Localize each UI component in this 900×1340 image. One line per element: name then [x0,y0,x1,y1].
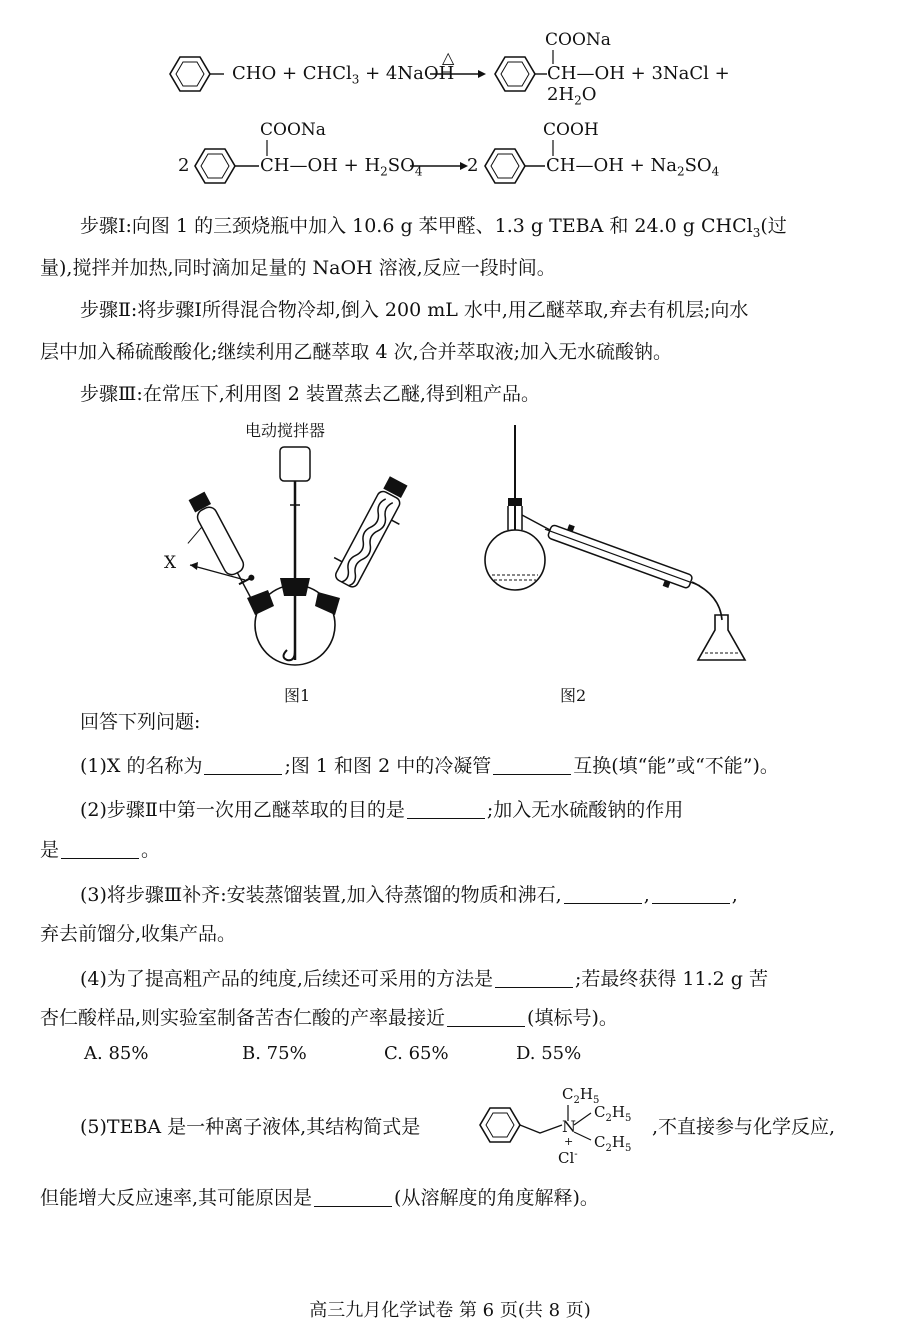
eq2-top-group-right: COOH [543,120,599,140]
stirrer-label: 电动搅拌器 [245,421,326,440]
option-b[interactable]: B. 75% [242,1043,307,1064]
q1-blank-1[interactable] [204,756,282,775]
question-5-text-a: (5)TEBA 是一种离子液体,其结构简式是 [80,1116,421,1138]
teba-plus: + [564,1135,574,1148]
teba-h2-sub: 5 [624,1113,632,1124]
step1-line1 [80,214,870,245]
teba-h3-sub: 5 [624,1143,632,1154]
step1-line2: 量),搅拌并加热,同时滴加足量的 NaOH 溶液,反应一段时间。 [40,257,556,279]
step2-line2: 层中加入稀硫酸酸化;继续利用乙醚萃取 4 次,合并萃取液;加入无水硫酸钠。 [40,341,673,363]
eq2-sub1: 2 [380,164,388,179]
teba-c3-sub: 2 [605,1143,612,1154]
eq1-right-mid: CH—OH + 3NaCl + 2H [547,63,730,105]
eq1-right-sub: 2 [574,93,582,108]
page-footer: 高三九月化学试卷 第 6 页(共 8 页) [309,1300,591,1321]
step2-line1: 步骤Ⅱ:将步骤Ⅰ所得混合物冷却,倒入 200 mL 水中,用乙醚萃取,弃去有机层;向水 [80,299,749,321]
q2-text-b: ;加入无水硫酸钠的作用 [486,799,684,821]
three-neck-flask-apparatus-icon [150,410,450,710]
figure-2 [470,420,790,710]
benzene-ring-icon [485,149,545,183]
teba-c2: C [594,1103,606,1121]
x-label: X [164,553,177,573]
eq2-sub4: 4 [711,164,720,179]
distillation-apparatus-icon [470,420,790,710]
eq1-top-group: COONa [545,30,611,50]
option-a[interactable]: A. 85% [84,1043,149,1064]
eq1-right-tail: O [581,84,597,105]
q4-text-d: (填标号)。 [527,1007,618,1029]
teba-minus: - [574,1149,578,1160]
step1-sub: 3 [752,225,761,240]
q2-blank-1[interactable] [407,800,485,819]
eq1-condition: △ [442,48,455,67]
eq2-coef-left: 2 [178,155,190,176]
teba-c1-sub: 2 [573,1095,580,1106]
benzene-ring-icon [495,57,547,91]
q3-blank-2[interactable] [652,885,730,904]
teba-h1: H [579,1085,593,1103]
question-4-line2 [40,1006,870,1030]
figure-2-caption: 图2 [560,686,587,705]
q3-text-c: , [731,884,738,906]
q3-blank-1[interactable] [564,885,642,904]
teba-c3: C [594,1133,606,1151]
eq2-mid2: SO [387,155,415,176]
q4-text-b: ;若最终获得 11.2 g 苦 [574,968,768,990]
q1-blank-2[interactable] [493,756,571,775]
question-2-line1 [80,798,870,822]
q2-text-c: 是 [40,839,60,861]
eq2-sub3: 2 [676,164,685,179]
q2-text-a: (2)步骤Ⅱ中第一次用乙醚萃取的目的是 [80,799,405,821]
question-3-line2: 弃去前馏分,收集产品。 [40,923,237,945]
equation-2 [170,118,770,198]
q4-blank-1[interactable] [495,969,573,988]
questions-intro: 回答下列问题: [80,711,201,733]
figure-1-caption: 图1 [284,686,311,705]
eq2-coef-right: 2 [467,155,479,176]
teba-nitrogen: N [562,1117,576,1136]
teba-c1: C [562,1085,574,1103]
figure-1 [150,410,450,710]
q5-text-d: (从溶解度的角度解释)。 [394,1187,599,1209]
eq2-sub2: 4 [414,164,423,179]
question-1 [80,754,870,778]
q2-text-d: 。 [141,839,161,861]
eq1-left-sub: 3 [351,72,360,87]
question-4-line1 [80,967,870,991]
equation-1 [160,30,760,110]
eq1-left-tail: + 4NaOH [359,63,455,84]
q4-text-c: 杏仁酸样品,则实验室制备苦杏仁酸的产率最接近 [40,1007,446,1029]
eq1-left: CHO + CHCl [232,63,352,84]
question-5-text-b: ,不直接参与化学反应, [652,1116,836,1138]
question-2-line2 [40,838,870,862]
step1-text: 步骤Ⅰ:向图 1 的三颈烧瓶中加入 10.6 g 苯甲醛、1.3 g TEBA 和 24.0 g CHCl [80,215,753,237]
teba-structure [476,1085,651,1175]
eq2-mid3: SO [684,155,712,176]
option-c[interactable]: C. 65% [384,1043,449,1064]
q3-text-b: , [643,884,650,906]
eq2-top-group: COONa [260,120,326,140]
teba-h2: H [611,1103,625,1121]
teba-h3: H [611,1133,625,1151]
teba-chloride: Cl [558,1149,575,1167]
q1-text-c: 互换(填“能”或“不能”)。 [573,755,779,777]
eq2-right-mid: CH—OH + Na [546,155,677,176]
teba-c2-sub: 2 [605,1113,612,1124]
q3-text-a: (3)将步骤Ⅲ补齐:安装蒸馏装置,加入待蒸馏的物质和沸石, [80,884,562,906]
step1-tail: (过 [760,215,787,237]
benzene-ring-icon [170,57,224,91]
step3-line1: 步骤Ⅲ:在常压下,利用图 2 装置蒸去乙醚,得到粗产品。 [80,383,540,405]
q5-text-c: 但能增大反应速率,其可能原因是 [40,1187,313,1209]
q4-text-a: (4)为了提高粗产品的纯度,后续还可采用的方法是 [80,968,493,990]
question-5-line2 [40,1186,870,1210]
option-d[interactable]: D. 55% [516,1043,582,1064]
benzene-ring-icon [195,149,259,183]
q5-blank[interactable] [314,1188,392,1207]
teba-h1-sub: 5 [592,1095,600,1106]
q1-text-a: (1)X 的名称为 [80,755,203,777]
eq2-left-mid: CH—OH + H [260,155,381,176]
question-3-line1 [80,883,870,907]
q2-blank-2[interactable] [61,840,139,859]
q1-text-b: ;图 1 和图 2 中的冷凝管 [284,755,492,777]
q4-blank-2[interactable] [447,1008,525,1027]
